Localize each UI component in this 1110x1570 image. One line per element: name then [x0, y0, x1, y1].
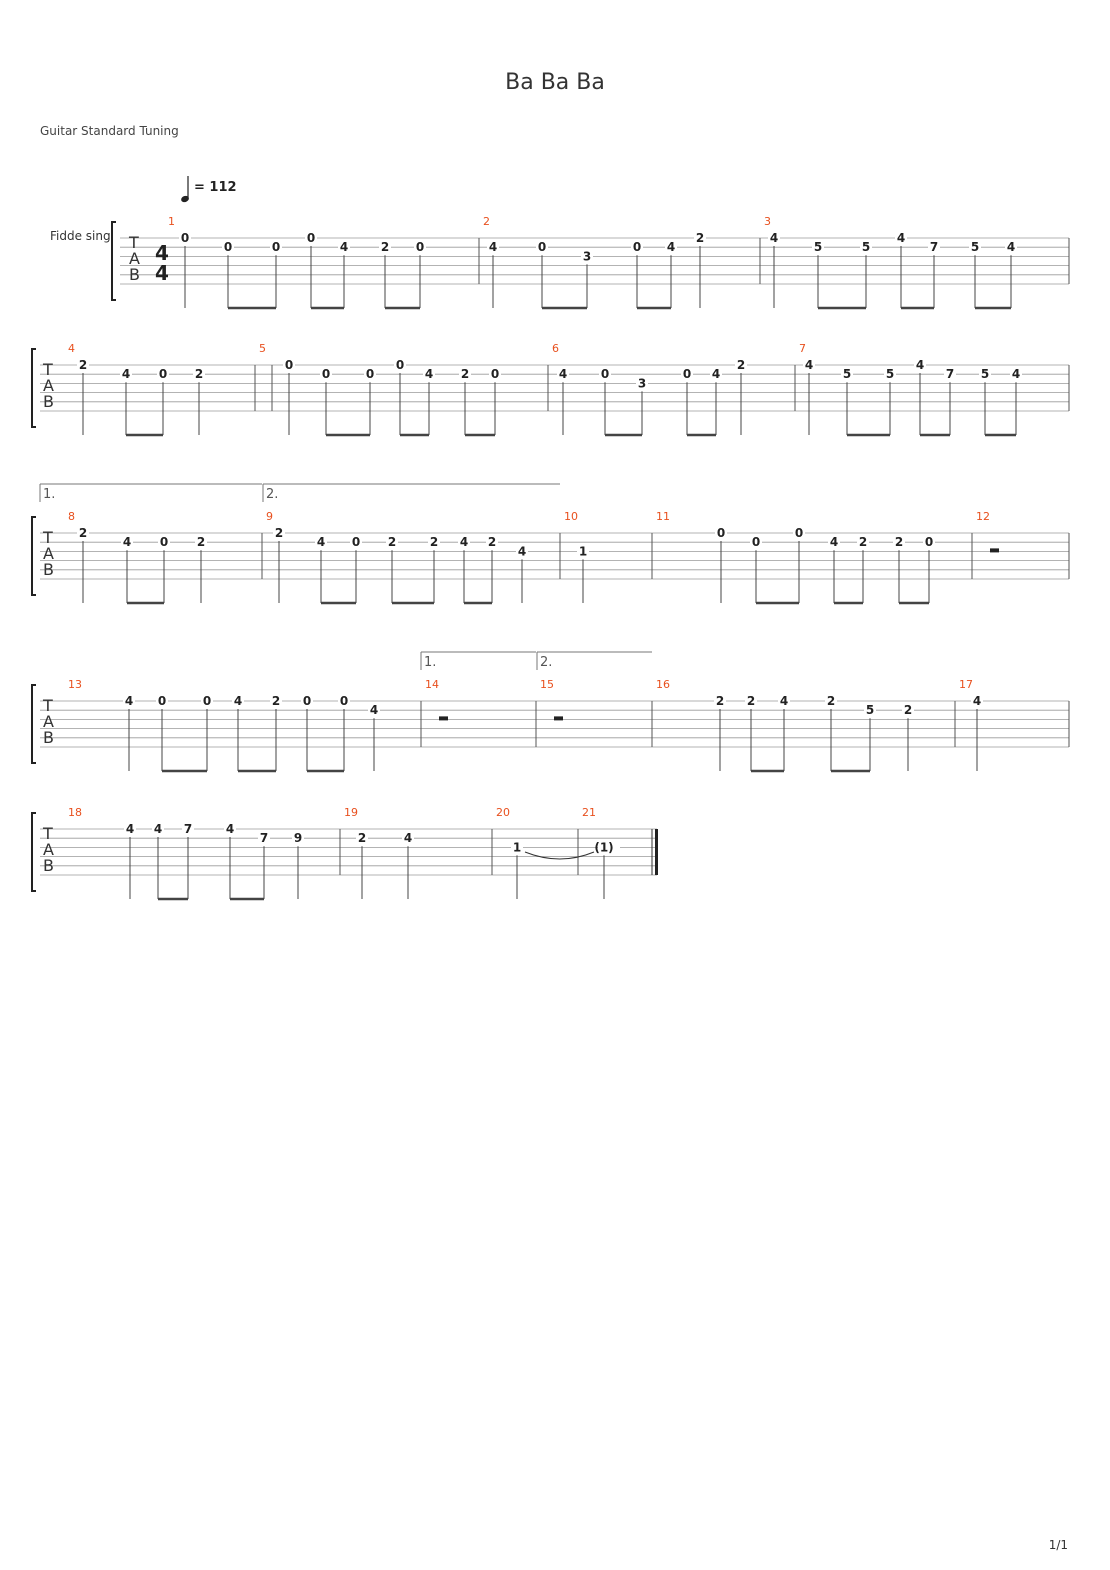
fret-number: 0: [716, 526, 726, 540]
fret-number: 2: [357, 831, 367, 846]
fret-number: 0: [924, 535, 934, 550]
fret-number: 2: [487, 535, 497, 550]
fret-number: 0: [158, 367, 168, 382]
fret-number: 0: [157, 694, 167, 708]
fret-number: 2: [380, 240, 390, 255]
fret-number: 4: [459, 535, 469, 550]
fret-number: 2: [858, 535, 868, 550]
fret-number: 0: [302, 694, 312, 708]
fret-number: 2: [271, 694, 281, 708]
measure-number: 11: [656, 510, 670, 523]
fret-number: 4: [915, 358, 925, 372]
fret-number: 4: [316, 535, 326, 550]
track-label: Fidde sing: [50, 229, 111, 243]
page-number: 1/1: [1048, 1538, 1068, 1552]
fret-number: 4: [403, 831, 413, 846]
fret-number: 0: [395, 358, 405, 372]
tab-system: [32, 484, 1069, 603]
fret-number: 7: [259, 831, 269, 846]
tab-letter: B: [43, 856, 54, 875]
fret-number: 0: [632, 240, 642, 255]
tab-letter: B: [43, 728, 54, 747]
fret-number: 5: [861, 240, 871, 255]
fret-number: 7: [929, 240, 939, 255]
fret-number: 0: [339, 694, 349, 708]
measure-number: 15: [540, 678, 554, 691]
fret-number: 5: [980, 367, 990, 382]
final-bar-thick: [655, 829, 658, 875]
fret-number: 4: [1011, 367, 1021, 382]
fret-number: 4: [779, 694, 789, 708]
tie-arc: [525, 852, 594, 859]
tab-letter: A: [43, 840, 54, 859]
tab-letter: T: [43, 824, 53, 843]
measure-number: 21: [582, 806, 596, 819]
fret-number: 0: [321, 367, 331, 382]
measure-number: 10: [564, 510, 578, 523]
tab-system: [32, 349, 1069, 435]
fret-number: 0: [284, 358, 294, 372]
fret-number: 0: [159, 535, 169, 550]
fret-number: 4: [424, 367, 434, 382]
tab-letter: A: [129, 249, 140, 268]
measure-number: 17: [959, 678, 973, 691]
volta-label: 1.: [43, 487, 56, 502]
volta-label: 2.: [540, 655, 553, 670]
tab-letter: B: [43, 392, 54, 411]
fret-number: 4: [125, 822, 135, 836]
fret-number: 7: [945, 367, 955, 382]
system-bracket: [112, 222, 116, 300]
fret-number: 2: [894, 535, 904, 550]
fret-number: 4: [711, 367, 721, 382]
volta-label: 2.: [266, 487, 279, 502]
tab-letter: A: [43, 376, 54, 395]
measure-number: 5: [259, 342, 266, 355]
measure-number: 6: [552, 342, 559, 355]
system-bracket: [32, 813, 36, 891]
fret-number: 2: [78, 526, 88, 540]
tab-letter: T: [129, 233, 139, 252]
fret-number: 1: [512, 840, 522, 855]
score-title: Ba Ba Ba: [505, 70, 605, 95]
tab-system: [112, 222, 1069, 308]
fret-number: 4: [517, 544, 527, 559]
tab-letter: T: [43, 528, 53, 547]
system-bracket: [32, 349, 36, 427]
fret-number: 2: [903, 703, 913, 718]
tempo-value: = 112: [194, 180, 237, 195]
fret-number: 2: [736, 358, 746, 372]
whole-rest-icon: [990, 548, 999, 552]
fret-number: 4: [896, 231, 906, 245]
fret-number: 1: [578, 544, 588, 559]
measure-number: 3: [764, 215, 771, 228]
fret-number: 2: [194, 367, 204, 382]
fret-number: 0: [223, 240, 233, 255]
measure-number: 8: [68, 510, 75, 523]
fret-number: 4: [1006, 240, 1016, 255]
fret-number: 2: [429, 535, 439, 550]
system-bracket: [32, 685, 36, 763]
measure-number: 7: [799, 342, 806, 355]
fret-number: 5: [865, 703, 875, 718]
fret-number: 4: [339, 240, 349, 255]
measure-number: 2: [483, 215, 490, 228]
fret-number: 4: [369, 703, 379, 718]
fret-number: 0: [271, 240, 281, 255]
fret-number: 7: [183, 822, 193, 836]
measure-number: 16: [656, 678, 670, 691]
fret-number: 2: [715, 694, 725, 708]
fret-number: 9: [293, 831, 303, 846]
fret-number: 0: [537, 240, 547, 255]
fret-number: 0: [415, 240, 425, 255]
fret-number: 5: [842, 367, 852, 382]
tab-letter: A: [43, 712, 54, 731]
fret-number: 2: [196, 535, 206, 550]
fret-number: 5: [885, 367, 895, 382]
fret-number: 4: [972, 694, 982, 708]
tuning-label: Guitar Standard Tuning: [40, 124, 179, 138]
fret-number: 2: [460, 367, 470, 382]
measure-number: 9: [266, 510, 273, 523]
fret-number: 0: [306, 231, 316, 245]
fret-number: 4: [153, 822, 163, 836]
tab-letter: B: [129, 265, 140, 284]
fret-number: 2: [274, 526, 284, 540]
fret-number: 0: [351, 535, 361, 550]
whole-rest-icon: [554, 716, 563, 720]
fret-number: 5: [813, 240, 823, 255]
tab-letter: T: [43, 360, 53, 379]
time-signature-bottom: 4: [155, 261, 169, 285]
measure-number: 1: [168, 215, 175, 228]
fret-number: 4: [558, 367, 568, 382]
measure-number: 14: [425, 678, 439, 691]
measure-number: 18: [68, 806, 82, 819]
fret-number: 2: [826, 694, 836, 708]
time-signature-top: 4: [155, 241, 169, 265]
fret-number: (1): [594, 840, 614, 855]
fret-number: 0: [490, 367, 500, 382]
fret-number: 4: [769, 231, 779, 245]
fret-number: 4: [124, 694, 134, 708]
fret-number: 0: [202, 694, 212, 708]
fret-number: 2: [695, 231, 705, 245]
fret-number: 0: [365, 367, 375, 382]
fret-number: 4: [488, 240, 498, 255]
fret-number: 0: [751, 535, 761, 550]
fret-number: 0: [180, 231, 190, 245]
fret-number: 4: [233, 694, 243, 708]
measure-number: 12: [976, 510, 990, 523]
fret-number: 0: [794, 526, 804, 540]
system-bracket: [32, 517, 36, 595]
fret-number: 4: [121, 367, 131, 382]
fret-number: 0: [600, 367, 610, 382]
fret-number: 0: [682, 367, 692, 382]
fret-number: 3: [582, 249, 592, 264]
fret-number: 4: [666, 240, 676, 255]
fret-number: 5: [970, 240, 980, 255]
fret-number: 4: [122, 535, 132, 550]
fret-number: 4: [829, 535, 839, 550]
measure-number: 19: [344, 806, 358, 819]
measure-number: 13: [68, 678, 82, 691]
fret-number: 2: [746, 694, 756, 708]
fret-number: 2: [387, 535, 397, 550]
fret-number: 3: [637, 376, 647, 391]
tab-letter: A: [43, 544, 54, 563]
tab-letter: T: [43, 696, 53, 715]
measure-number: 20: [496, 806, 510, 819]
volta-label: 1.: [424, 655, 437, 670]
whole-rest-icon: [439, 716, 448, 720]
measure-number: 4: [68, 342, 75, 355]
tab-letter: B: [43, 560, 54, 579]
fret-number: 4: [225, 822, 235, 836]
fret-number: 4: [804, 358, 814, 372]
fret-number: 2: [78, 358, 88, 372]
